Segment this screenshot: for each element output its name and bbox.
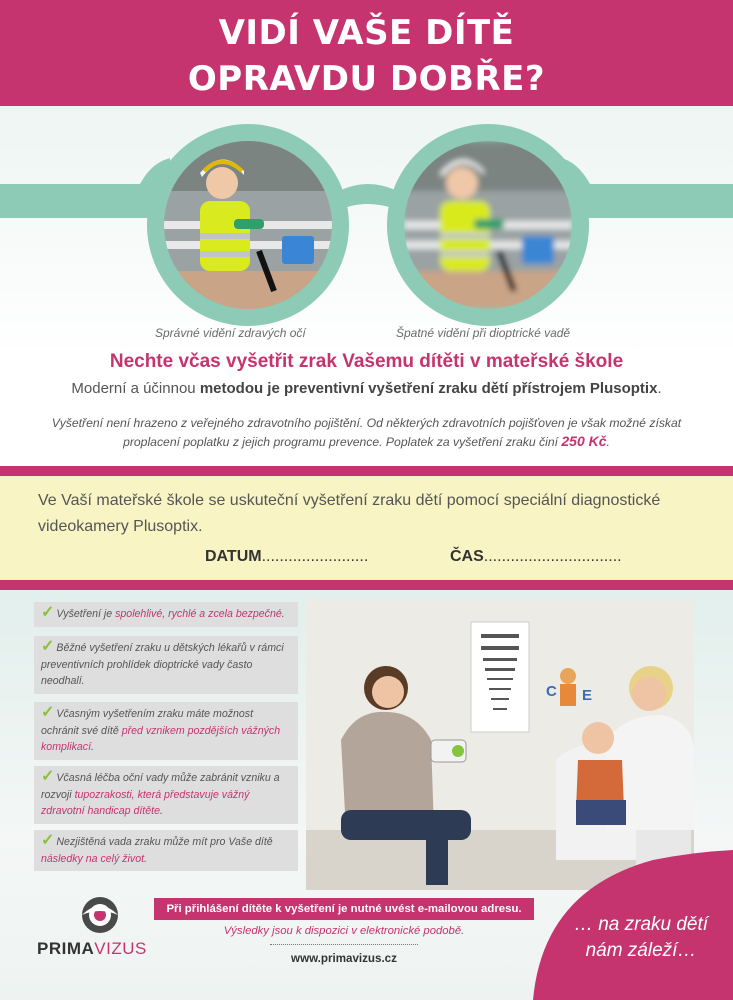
datum-dots: ........................ <box>261 548 369 565</box>
checklist-item <box>34 636 298 694</box>
slogan-line-2: nám záleží… <box>585 940 697 961</box>
checklist-highlight: spolehlivé, rychlé a zcela bezpečné <box>115 608 282 620</box>
checklist-item <box>34 602 298 627</box>
slogan <box>556 912 726 964</box>
primavizus-logo-icon <box>40 893 170 933</box>
title-line-1: VIDÍ VAŠE DÍTĚ <box>218 13 515 53</box>
checklist-text: Vyšetření je <box>56 608 116 620</box>
datum-label: DATUM <box>205 548 262 565</box>
checklist-text: Včasným vyšetřením zraku máte možnost ochránit své dítě <box>41 708 254 737</box>
check-icon: ✓ <box>41 638 55 655</box>
caption-blurred: Špatné vidění při dioptrické vadě <box>396 326 571 340</box>
page-title <box>0 0 733 102</box>
logo-vizus: VIZUS <box>94 939 147 958</box>
date-field <box>205 548 368 566</box>
checklist-text: Včasná léčba oční vady může zabránit vzniku a rozvoji <box>41 772 280 801</box>
method-bold: metodou je preventivní vyšetření zraku dětí přístrojem Plusoptix <box>199 380 658 397</box>
checklist-text: . <box>159 805 163 817</box>
check-icon: ✓ <box>41 768 55 785</box>
method-post: . <box>657 380 662 397</box>
logo-wordmark <box>37 939 147 959</box>
cas-dots: ............................... <box>483 548 622 565</box>
insurance-text: Vyšetření není hrazeno z veřejného zdravotního pojištění. Od některých zdravotních pojišťoven je však možné získat proplacení poplatku z jejich programu prevence. Poplatek za vyšetření zraku činí <box>51 416 682 449</box>
child-photo-blurred <box>404 141 572 309</box>
time-field <box>450 548 622 566</box>
title-line-2: OPRAVDU DOBŘE? <box>187 59 546 99</box>
header-banner <box>0 0 733 106</box>
svg-text:E: E <box>582 687 593 704</box>
results-note: Výsledky jsou k dispozici v elektronické podobě. <box>223 925 465 937</box>
exam-notice <box>0 476 733 580</box>
caption-sharp: Správné vidění zdravých očí <box>155 326 306 340</box>
notice-text: Ve Vaší mateřské škole se uskuteční vyšetření zraku dětí pomocí speciální diagnostické videokamery Plusoptix. <box>38 492 661 535</box>
method-pre: Moderní a účinnou <box>71 380 200 397</box>
svg-text:C: C <box>546 683 557 700</box>
main-headline: Nechte včas vyšetřit zrak Vašemu dítěti v mateřské škole <box>109 351 624 372</box>
checklist-text: . <box>281 608 285 620</box>
checklist-text: . <box>91 741 94 753</box>
glasses-illustration <box>0 106 733 326</box>
checklist-text: Běžné vyšetření zraku u dětských lékařů v rámci preventivních prohlídek dioptrické vady často neodhalí. <box>41 642 284 687</box>
checklist-highlight: před vznikem pozdějších vážných komplikací <box>41 724 281 753</box>
registration-banner: Při přihlášení dítěte k vyšetření je nutné uvést e-mailovou adresu. <box>154 898 534 920</box>
divider-top <box>0 466 733 476</box>
cas-label: ČAS <box>450 548 484 565</box>
checklist-item <box>34 766 298 824</box>
check-icon: ✓ <box>41 832 55 849</box>
check-icon: ✓ <box>41 704 55 721</box>
insurance-note <box>30 414 703 451</box>
method-line <box>0 380 733 397</box>
website-divider <box>270 944 418 945</box>
check-icon: ✓ <box>41 604 55 621</box>
checklist-item <box>34 830 298 871</box>
checklist-highlight: tupozrakosti, která představuje vážný zdravotní handicap dítěte <box>41 788 250 817</box>
slogan-line-1: … na zraku dětí <box>573 914 709 935</box>
checklist-highlight: následky na celý život <box>41 852 145 865</box>
website-link[interactable]: www.primavizus.cz <box>291 952 397 965</box>
checklist-text: Nezjištěná vada zraku může mít pro Vaše dítě <box>56 836 273 848</box>
checklist-item <box>34 702 298 760</box>
price-value: 250 Kč <box>561 433 607 449</box>
divider-bottom <box>0 580 733 590</box>
logo-prima: PRIMA <box>37 939 95 958</box>
child-photo-sharp <box>164 141 332 309</box>
insurance-end: . <box>606 435 610 449</box>
checklist-text: . <box>144 852 147 865</box>
examination-photo <box>306 600 694 890</box>
